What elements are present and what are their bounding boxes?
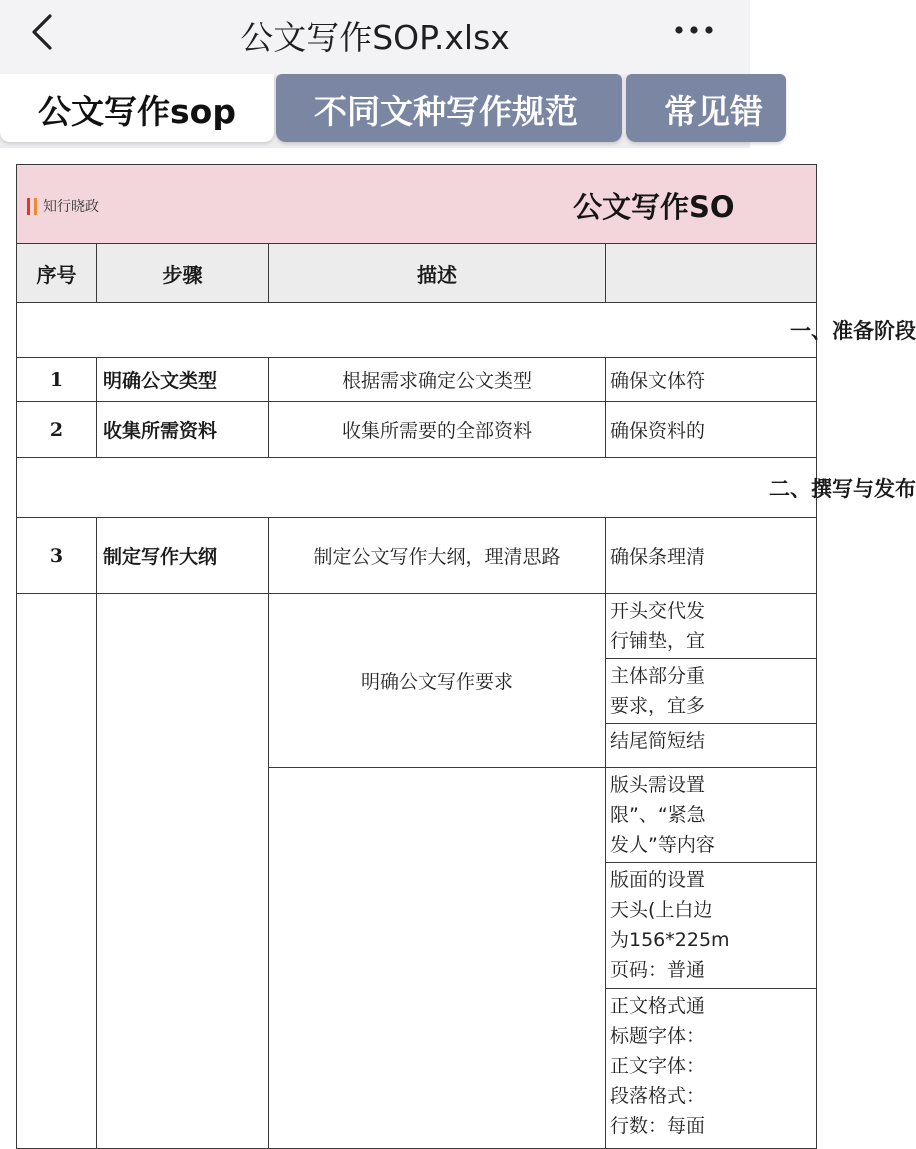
sheet-tab-common-errors[interactable]: 常见错 xyxy=(626,74,786,142)
cell-detail[interactable]: 版头需设置 限”、“紧急 发人”等内容 xyxy=(606,768,817,863)
header-cell-number[interactable]: 序号 xyxy=(17,244,97,303)
cell-number[interactable]: 1 xyxy=(17,358,97,402)
more-options-icon[interactable] xyxy=(666,10,722,50)
sheet-tab-writing-standards[interactable]: 不同文种写作规范 xyxy=(276,74,622,142)
cell-step[interactable]: 明确公文类型 xyxy=(97,358,269,402)
cell-detail[interactable]: 确保条理清 xyxy=(606,518,817,594)
cell-description[interactable]: 明确公文写作要求 xyxy=(269,594,606,768)
sheet-title-cell[interactable] xyxy=(17,165,817,244)
cell-number[interactable]: 3 xyxy=(17,518,97,594)
cell-description[interactable]: 制定公文写作大纲，理清思路 xyxy=(269,518,606,594)
brand-logo xyxy=(27,197,99,215)
app-top-bar xyxy=(0,0,750,74)
cell-step[interactable]: 收集所需资料 xyxy=(97,402,269,458)
cell-detail[interactable]: 确保文体符 xyxy=(606,358,817,402)
cell-number[interactable]: 2 xyxy=(17,402,97,458)
header-cell-detail[interactable] xyxy=(606,244,817,303)
file-title: 公文写作SOP.xlsx xyxy=(240,18,510,57)
sheet-tab-sop[interactable]: 公文写作sop xyxy=(0,74,274,142)
cell-detail[interactable]: 开头交代发 行铺垫，宜 xyxy=(606,594,817,659)
section-header-preparation[interactable]: 一、准备阶段 xyxy=(17,303,817,358)
header-cell-description[interactable]: 描述 xyxy=(269,244,606,303)
sheet-tab-bar xyxy=(0,74,763,148)
cell-description[interactable]: 收集所需要的全部资料 xyxy=(269,402,606,458)
cell-description-empty[interactable] xyxy=(269,768,606,1149)
cell-step-empty[interactable] xyxy=(97,594,269,1149)
cell-description[interactable]: 根据需求确定公文类型 xyxy=(269,358,606,402)
cell-step[interactable]: 制定写作大纲 xyxy=(97,518,269,594)
spreadsheet-grid[interactable] xyxy=(16,164,916,1137)
cell-detail[interactable]: 结尾简短结 xyxy=(606,724,817,768)
cell-detail[interactable]: 确保资料的 xyxy=(606,402,817,458)
logo-text: 知行晓政 xyxy=(43,199,99,215)
cell-detail[interactable]: 正文格式通 标题字体： 正文字体： 段落格式： 行数：每面 xyxy=(606,989,817,1149)
header-cell-step[interactable]: 步骤 xyxy=(97,244,269,303)
cell-detail[interactable]: 主体部分重 要求，宜多 xyxy=(606,659,817,724)
section-header-drafting[interactable]: 二、撰写与发布 xyxy=(17,458,817,518)
sheet-title: 公文写作SO xyxy=(573,190,735,224)
cell-number-empty[interactable] xyxy=(17,594,97,1149)
cell-detail[interactable]: 版面的设置 天头(上白边 为156*225m 页码：普通 xyxy=(606,863,817,989)
